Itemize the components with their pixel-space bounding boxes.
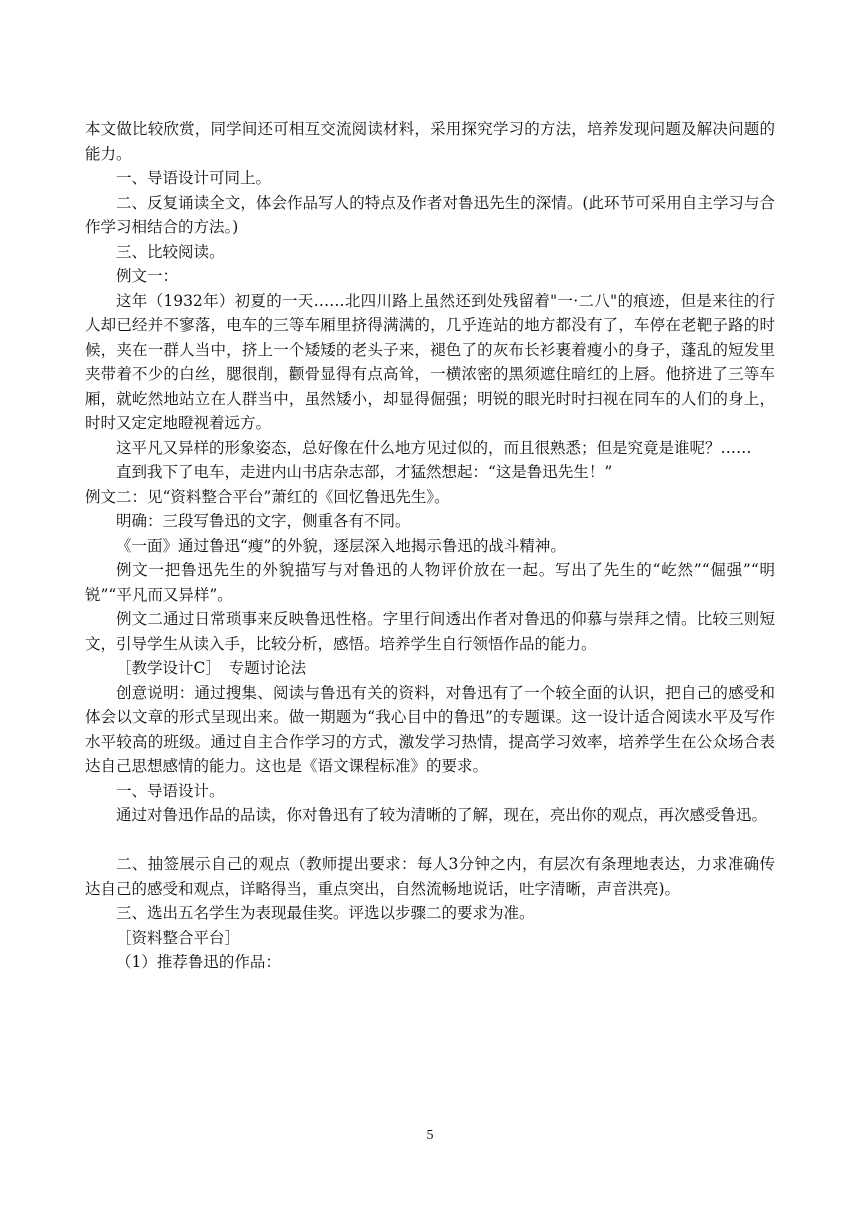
paragraph: 创意说明：通过搜集、阅读与鲁迅有关的资料，对鲁迅有了一个较全面的认识，把自己的感受和体会以文章的形式呈现出来。做一期题为“我心目中的鲁迅”的专题课。这一设计适合阅读水平及写作水平较高的班级。通过自主合作学习的方式，激发学习热情，提高学习效率，培养学生在公众场合表达自己思想感情的能力。这也是《语文课程标准》的要求。: [85, 683, 775, 775]
paragraph: 这年（1932年）初夏的一天……北四川路上虽然还到处残留着"一·二八"的痕迹，但是来往的行人却已经并不寥落，电车的三等车厢里挤得满满的，几乎连站的地方都没有了，车停在老靶子路的时候，夹在一群人当中，挤上一个矮矮的老头子来，褪色了的灰布长衫裹着瘦小的身子，蓬乱的短发里夹带着不少的白丝，腮很削，颧骨显得有点高耸，一横浓密的黑须遮住暗红的上唇。他挤进了三等车厢，就屹然地站立在人群当中，虽然矮小，却显得倔强；明锐的眼光时时扫视在同车的人们的身上，时时又定定地瞪视着远方。: [85, 291, 775, 432]
paragraph: 例文二：见“资料整合平台”萧红的《回忆鲁迅先生》。: [85, 487, 450, 506]
paragraph: （1）推荐鲁迅的作品：: [116, 953, 281, 971]
paragraph: 本文做比较欣赏，同学间还可相互交流阅读材料，采用探究学习的方法，培养发现问题及解决问题的能力。: [85, 120, 775, 163]
paragraph: 三、比较阅读。: [116, 242, 225, 261]
page-number: 5: [426, 1128, 434, 1143]
paragraph: 三、选出五名学生为表现最佳奖。评选以步骤二的要求为准。: [116, 904, 535, 922]
paragraph: 例文一把鲁迅先生的外貌描写与对鲁迅的人物评价放在一起。写出了先生的“屹然”“倔强”“明锐”“平凡而又异样”。: [85, 561, 775, 604]
paragraph: 例文一：: [116, 267, 179, 285]
paragraph: 这平凡又异样的形象姿态，总好像在什么地方见过似的，而且很熟悉；但是究竟是谁呢？……: [116, 438, 752, 457]
document-body: [85, 117, 775, 975]
section-heading: ［资料整合平台］: [116, 928, 241, 947]
paragraph: 《一面》通过鲁迅“瘦”的外貌，逐层深入地揭示鲁迅的战斗精神。: [116, 536, 566, 555]
paragraph: 二、反复诵读全文，体会作品写人的特点及作者对鲁迅先生的深情。(此环节可采用自主学习与合作学习相结合的方法。): [85, 193, 775, 236]
paragraph: 直到我下了电车，走进内山书店杂志部，才猛然想起：“这是鲁迅先生！”: [116, 463, 613, 481]
paragraph: 一、导语设计。: [116, 781, 225, 800]
blank-line: [85, 828, 775, 853]
section-heading: ［教学设计C］ 专题讨论法: [116, 659, 307, 677]
paragraph: 通过对鲁迅作品的品读，你对鲁迅有了较为清晰的了解，现在，亮出你的观点，再次感受鲁迅。: [116, 806, 768, 824]
paragraph: 二、抽签展示自己的观点（教师提出要求：每人3分钟之内，有层次有条理地表达，力求准确传达自己的感受和观点，详略得当，重点突出，自然流畅地说话，吐字清晰，声音洪亮)。: [85, 855, 775, 898]
paragraph: 明确：三段写鲁迅的文字，侧重各有不同。: [116, 512, 411, 530]
paragraph: 一、导语设计可同上。: [116, 169, 272, 187]
paragraph: 例文二通过日常琐事来反映鲁迅性格。字里行间透出作者对鲁迅的仰慕与崇拜之情。比较三则短文，引导学生从读入手，比较分析，感悟。培养学生自行领悟作品的能力。: [85, 610, 775, 653]
